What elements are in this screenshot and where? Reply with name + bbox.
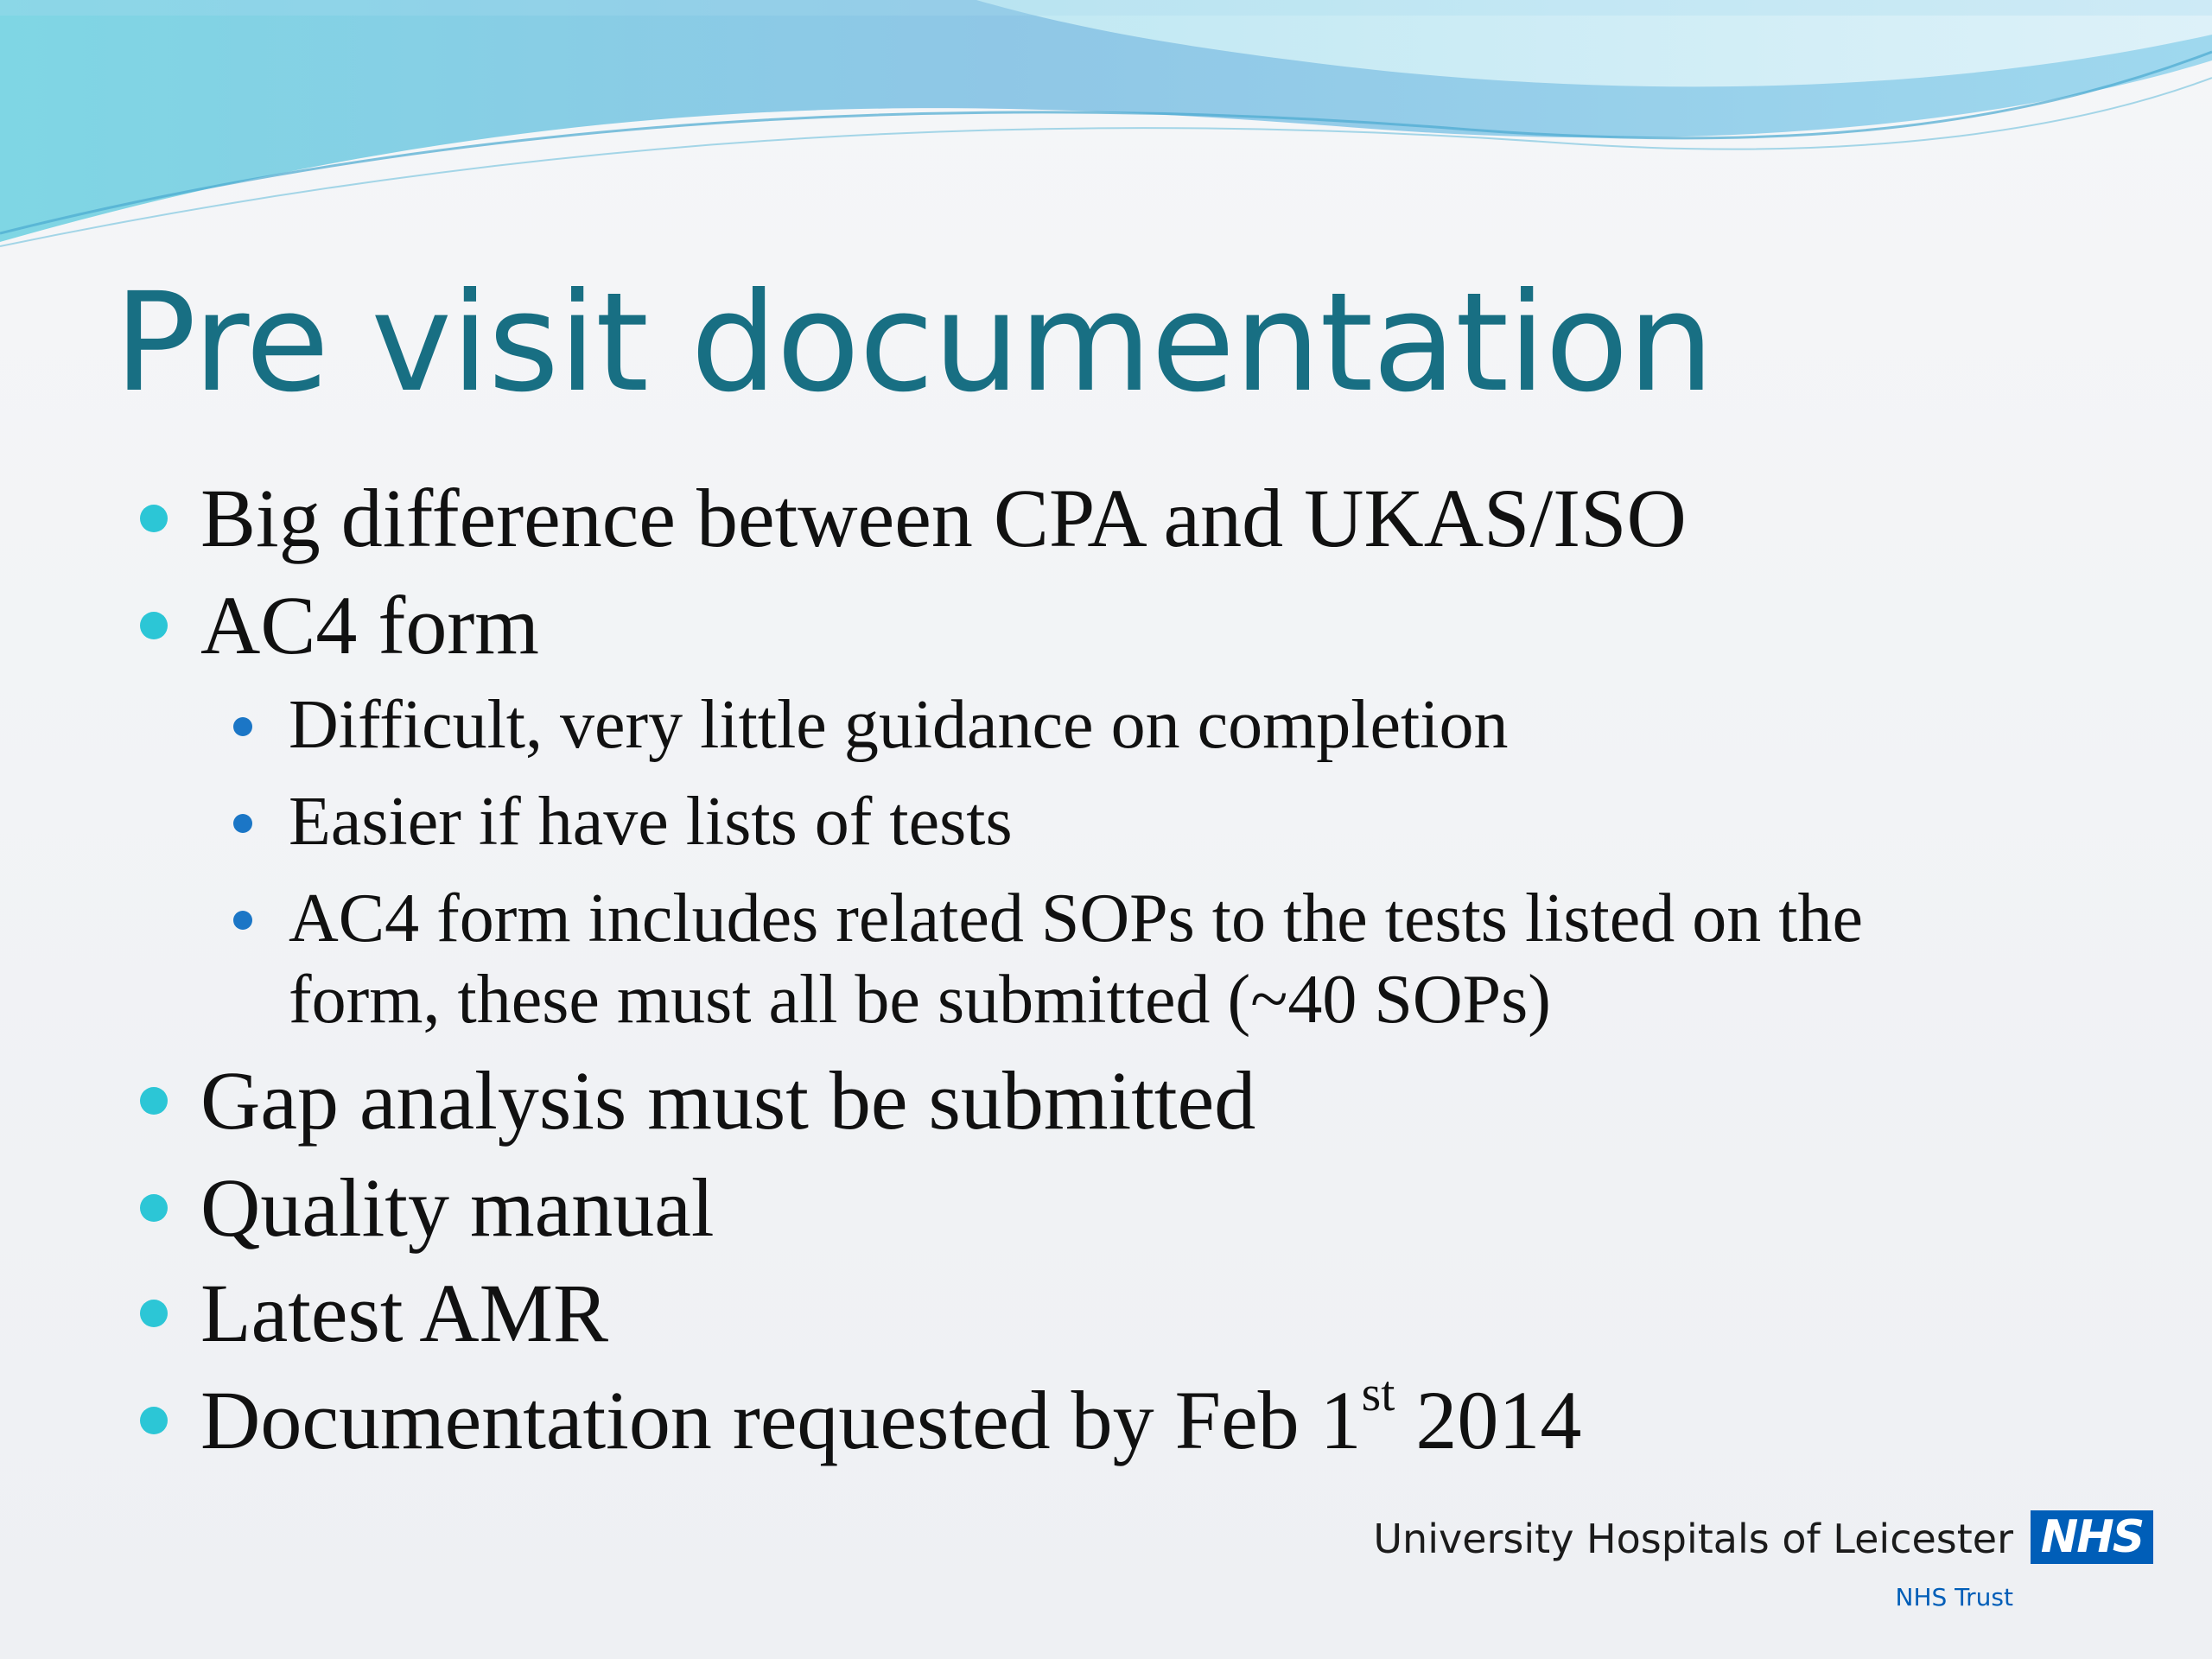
sub-bullet-text-line2: form, these must all be submitted (~40 SOPs) (289, 962, 1551, 1038)
logo-organisation-name: University Hospitals of Leicester (1373, 1516, 2013, 1562)
bullet-text: AC4 form (200, 579, 539, 671)
sub-bullet-text: Easier if have lists of tests (289, 784, 1013, 860)
sub-bullet-text-line1: AC4 form includes related SOPs to the tests listed on the (289, 880, 1863, 957)
nhs-badge-icon: NHS (2031, 1510, 2153, 1564)
bullet-marker-icon (140, 1194, 168, 1222)
bullet-text: Latest AMR (200, 1267, 608, 1359)
nhs-trust-logo (1373, 1502, 2160, 1611)
sub-bullet-item (289, 878, 1863, 1040)
bullet-text: Quality manual (200, 1161, 715, 1254)
bullet-marker-icon (140, 1300, 168, 1327)
bullet-text-end: 2014 (1395, 1374, 1582, 1466)
ordinal-superscript: st (1361, 1365, 1395, 1421)
bullet-item (200, 1049, 1255, 1153)
logo-trust-label: NHS Trust (1895, 1583, 2013, 1611)
bullet-text: Big difference between CPA and UKAS/ISO (200, 472, 1687, 564)
sub-bullet-text: Difficult, very little guidance on completion (289, 687, 1509, 763)
slide-title: Pre visit documentation (114, 264, 1713, 423)
bullet-item (200, 574, 539, 677)
sub-bullet-marker-icon (233, 911, 252, 930)
bullet-text-start: Documentation requested by Feb 1 (200, 1374, 1362, 1466)
bullet-marker-icon (140, 612, 168, 639)
bullet-item (200, 467, 1687, 570)
sub-bullet-item (289, 781, 1013, 862)
bullet-item (200, 1262, 608, 1365)
bullet-text: Gap analysis must be submitted (200, 1054, 1256, 1147)
bullet-marker-icon (140, 1087, 168, 1115)
bullet-marker-icon (140, 505, 168, 532)
bullet-item (200, 1156, 715, 1260)
sub-bullet-marker-icon (233, 717, 252, 736)
sub-bullet-marker-icon (233, 814, 252, 833)
bullet-item (200, 1365, 1582, 1472)
bullet-marker-icon (140, 1407, 168, 1434)
sub-bullet-item (289, 684, 1508, 766)
